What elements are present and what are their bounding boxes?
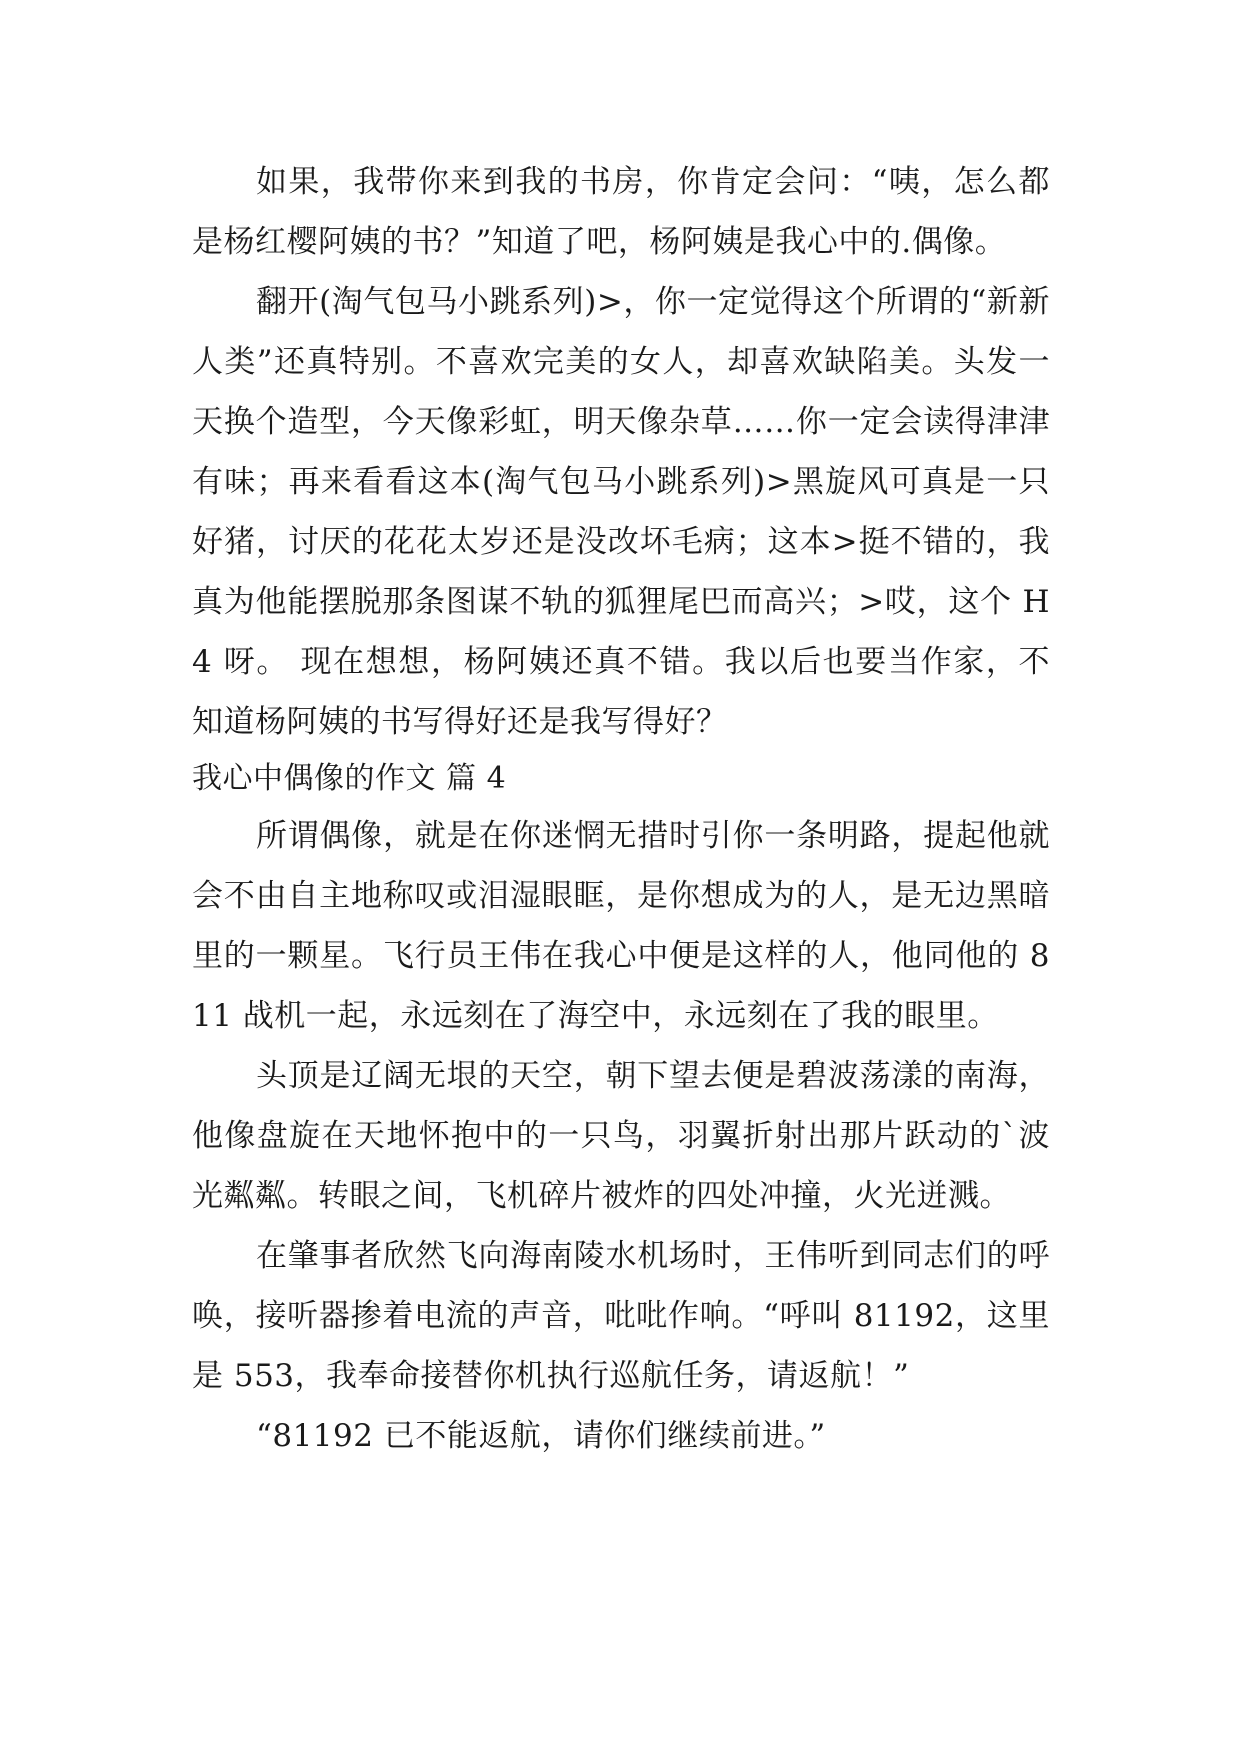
- paragraph: 翻开(淘气包马小跳系列)>，你一定觉得这个所谓的“新新人类”还真特别。不喜欢完美的女人，却喜欢缺陷美。头发一天换个造型，今天像彩虹，明天像杂草……你一定会读得津津有味；再来看看这本(淘气包马小跳系列)>黑旋风可真是一只好猪，讨厌的花花太岁还是没改坏毛病；这本>挺不错的，我真为他能摆脱那条图谋不轨的狐狸尾巴而高兴；>哎，这个 H4 呀。 现在想想，杨阿姨还真不错。我以后也要当作家，不知道杨阿姨的书写得好还是我写得好？: [192, 284, 1050, 740]
- paragraph: 头顶是辽阔无垠的天空，朝下望去便是碧波荡漾的南海，他像盘旋在天地怀抱中的一只鸟，羽翼折射出那片跃动的`波光粼粼。转眼之间，飞机碎片被炸的四处冲撞，火光迸溅。: [192, 1058, 1050, 1214]
- paragraph: 在肇事者欣然飞向海南陵水机场时，王伟听到同志们的呼唤，接听器掺着电流的声音，吡吡作响。“呼叫 81192，这里是 553，我奉命接替你机执行巡航任务，请返航！”: [192, 1238, 1050, 1394]
- paragraph: 如果，我带你来到我的书房，你肯定会问：“咦，怎么都是杨红樱阿姨的书？”知道了吧，杨阿姨是我心中的.偶像。: [192, 164, 1050, 260]
- document-body: [192, 152, 1050, 1466]
- paragraph: 所谓偶像，就是在你迷惘无措时引你一条明路，提起他就会不由自主地称叹或泪湿眼眶，是你想成为的人，是无边黑暗里的一颗星。飞行员王伟在我心中便是这样的人，他同他的 811 战机一起，永远刻在了海空中，永远刻在了我的眼里。: [192, 818, 1050, 1034]
- section-heading: 我心中偶像的作文 篇 4: [192, 761, 507, 796]
- paragraph: “81192 已不能返航，请你们继续前进。”: [256, 1418, 826, 1454]
